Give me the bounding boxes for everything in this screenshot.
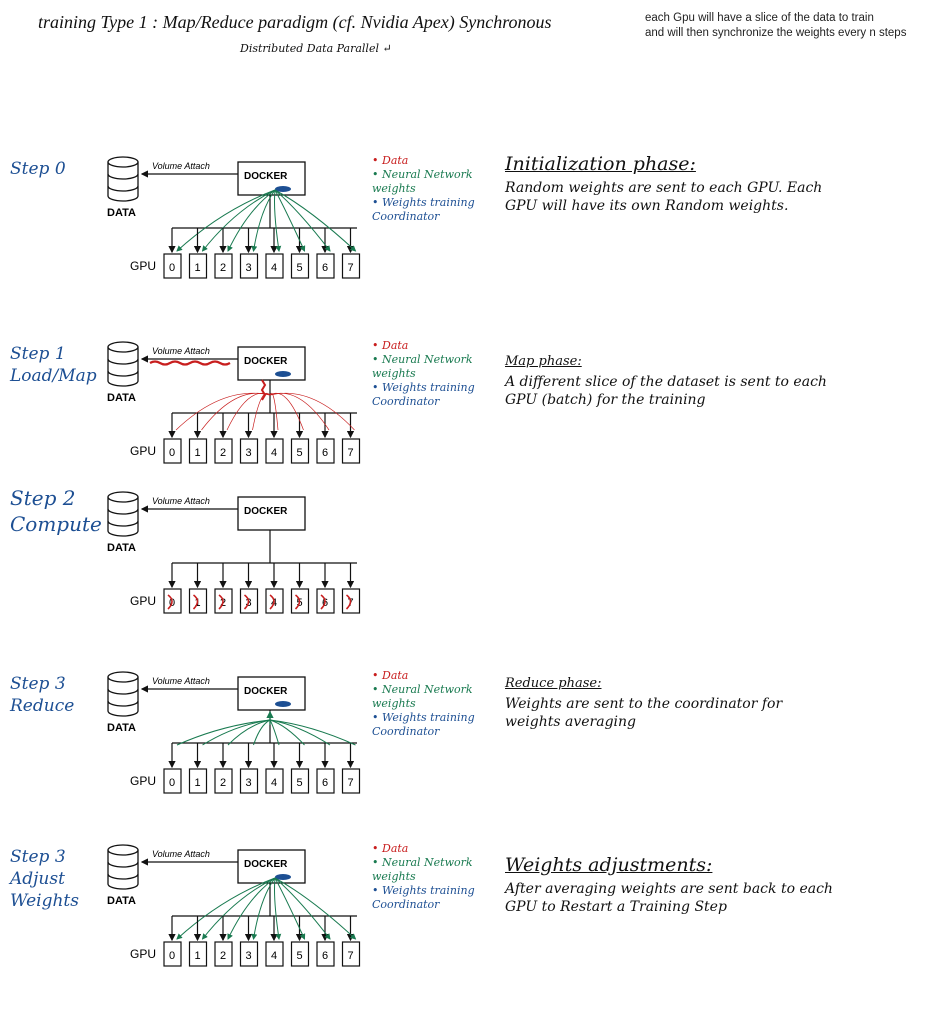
volume-label: Volume Attach [152, 346, 210, 356]
gpu-number: 6 [322, 262, 329, 274]
page-title: training Type 1 : Map/Reduce paradigm (cf. Nvidia Apex) Synchronous [38, 12, 552, 32]
weights-flow [203, 720, 271, 745]
legend-coordinator: • Weights training Coordinator [372, 884, 475, 911]
step-number: Step 0 [10, 159, 66, 179]
step-diagram [0, 485, 942, 635]
weights-flow [275, 190, 280, 251]
gpu-number: 0 [169, 950, 176, 962]
step-section-0 [0, 150, 942, 300]
legend [372, 154, 482, 224]
gpu-number: 7 [347, 262, 354, 274]
phase-text: A different slice of the dataset is sent to each GPU (batch) for the training [505, 374, 827, 408]
weights-flow [275, 878, 280, 939]
gpu-number: 1 [194, 777, 201, 789]
weights-flow [177, 720, 270, 745]
step-label [10, 158, 102, 180]
gpu-number: 1 [194, 262, 201, 274]
gpu-number: 4 [271, 950, 278, 962]
step-name: Load/Map [10, 366, 97, 386]
weights-flow [275, 878, 330, 939]
legend-data: • Data [372, 669, 409, 682]
weights-flow [228, 190, 275, 251]
gpu-number: 0 [169, 777, 176, 789]
gpu-number: 7 [347, 597, 354, 609]
gpu-number: 0 [169, 262, 176, 274]
gpu-label: GPU [130, 774, 157, 788]
database-icon [108, 492, 138, 536]
legend-weights: • Neural Network weights [372, 856, 473, 883]
gpu-number: 2 [220, 950, 227, 962]
database-icon [108, 342, 138, 386]
gpu-label: GPU [130, 444, 157, 458]
docker-label: DOCKER [244, 356, 288, 367]
gpu-number: 4 [271, 777, 278, 789]
gpu-number: 5 [296, 777, 303, 789]
step-label [10, 343, 102, 387]
data-label: DATA [107, 542, 136, 554]
gpu-number: 1 [194, 950, 201, 962]
database-icon [108, 845, 138, 889]
weights-flow [228, 878, 275, 939]
legend-coordinator: • Weights training Coordinator [372, 381, 475, 408]
coordinator-marker [275, 701, 291, 707]
volume-label: Volume Attach [152, 496, 210, 506]
step-label [10, 673, 102, 717]
gpu-number: 3 [245, 597, 252, 609]
phase-description [505, 155, 835, 215]
docker-label: DOCKER [244, 506, 288, 517]
gpu-number: 3 [245, 777, 252, 789]
gpu-number: 5 [296, 447, 303, 459]
gpu-number: 7 [347, 447, 354, 459]
gpu-number: 6 [322, 447, 329, 459]
gpu-number: 0 [169, 597, 176, 609]
phase-description [505, 675, 835, 731]
legend-weights: • Neural Network weights [372, 353, 473, 380]
phase-title: Weights adjustments: [505, 854, 713, 876]
gpu-number: 3 [245, 262, 252, 274]
gpu-number: 4 [271, 447, 278, 459]
data-flow [270, 393, 304, 430]
step-name: Reduce [10, 696, 75, 716]
note-line: and will then synchronize the weights every n steps [645, 27, 907, 39]
weights-flow [228, 720, 270, 745]
phase-text: Random weights are sent to each GPU. Each GPU will have its own Random weights. [505, 180, 823, 214]
weights-flow [270, 720, 356, 745]
legend-data: • Data [372, 842, 409, 855]
weights-flow [275, 878, 356, 939]
data-flow [202, 393, 271, 430]
docker-label: DOCKER [244, 171, 288, 182]
data-label: DATA [107, 722, 136, 734]
gpu-number: 2 [220, 597, 227, 609]
gpu-number: 1 [194, 447, 201, 459]
data-label: DATA [107, 392, 136, 404]
docker-label: DOCKER [244, 859, 288, 870]
phase-description [505, 856, 835, 916]
gpu-label: GPU [130, 259, 157, 273]
gpu-number: 0 [169, 447, 176, 459]
legend-coordinator: • Weights training Coordinator [372, 196, 475, 223]
step-number: Step 1 [10, 344, 66, 364]
note [645, 11, 906, 41]
legend-data: • Data [372, 339, 409, 352]
docker-label: DOCKER [244, 686, 288, 697]
legend-data: • Data [372, 154, 409, 167]
step-label [10, 846, 102, 912]
volume-label: Volume Attach [152, 676, 210, 686]
gpu-number: 4 [271, 597, 278, 609]
legend-coordinator: • Weights training Coordinator [372, 711, 475, 738]
gpu-label: GPU [130, 594, 157, 608]
phase-title: Map phase: [505, 354, 582, 369]
gpu-number: 6 [322, 597, 329, 609]
data-label: DATA [107, 207, 136, 219]
legend [372, 842, 482, 912]
legend [372, 669, 482, 739]
gpu-number: 7 [347, 950, 354, 962]
step-section-4 [0, 838, 942, 988]
data-flow [270, 393, 355, 430]
step-section-3 [0, 665, 942, 815]
step-number: Step 2 [10, 486, 76, 510]
note-line: each Gpu will have a slice of the data to train [645, 12, 874, 24]
step-name: Compute [10, 512, 102, 536]
gpu-number: 2 [220, 262, 227, 274]
phase-text: Weights are sent to the coordinator for weights averaging [505, 696, 783, 730]
gpu-number: 5 [296, 262, 303, 274]
gpu-number: 6 [322, 777, 329, 789]
legend-weights: • Neural Network weights [372, 168, 473, 195]
phase-description [505, 353, 835, 409]
gpu-label: GPU [130, 947, 157, 961]
volume-label: Volume Attach [152, 849, 210, 859]
gpu-number: 3 [245, 447, 252, 459]
step-section-2 [0, 485, 942, 635]
data-flow [253, 393, 271, 430]
gpu-number: 6 [322, 950, 329, 962]
gpu-number: 2 [220, 777, 227, 789]
weights-flow [275, 190, 330, 251]
subtitle: Distributed Data Parallel ↵ [240, 42, 392, 55]
step-number: Step 3 [10, 674, 66, 694]
volume-label: Volume Attach [152, 161, 210, 171]
gpu-number: 2 [220, 447, 227, 459]
gpu-number: 7 [347, 777, 354, 789]
gpu-number: 5 [296, 597, 303, 609]
database-icon [108, 157, 138, 201]
step-label [10, 485, 102, 537]
gpu-number: 1 [194, 597, 201, 609]
phase-text: After averaging weights are sent back to each GPU to Restart a Training Step [505, 881, 833, 915]
phase-title: Reduce phase: [505, 676, 602, 691]
gpu-number: 4 [271, 262, 278, 274]
step-number: Step 3 [10, 847, 66, 867]
step-section-1 [0, 335, 942, 485]
data-label: DATA [107, 895, 136, 907]
database-icon [108, 672, 138, 716]
legend-weights: • Neural Network weights [372, 683, 473, 710]
legend [372, 339, 482, 409]
coordinator-marker [275, 371, 291, 377]
step-name: Adjust Weights [10, 869, 79, 911]
weights-flow [275, 190, 356, 251]
phase-title: Initialization phase: [505, 153, 696, 175]
gpu-number: 5 [296, 950, 303, 962]
gpu-number: 3 [245, 950, 252, 962]
data-load-flow [150, 362, 230, 365]
weights-flow [254, 720, 271, 745]
